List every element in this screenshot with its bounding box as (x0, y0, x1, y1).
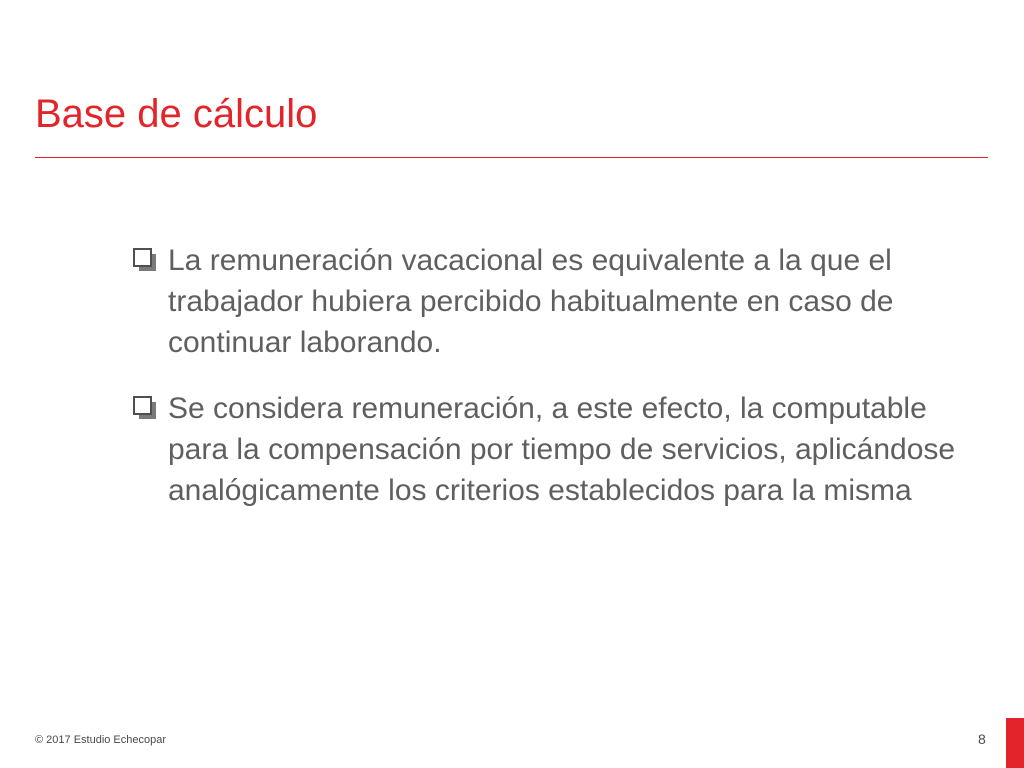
title-divider (35, 157, 988, 158)
corner-accent-bar (1006, 718, 1024, 768)
page-number: 8 (978, 731, 986, 747)
bullet-item (132, 388, 962, 511)
checkbox-icon (132, 247, 158, 273)
checkbox-icon (132, 395, 158, 421)
bullet-item (132, 240, 962, 363)
footer-copyright: © 2017 Estudio Echecopar (35, 734, 167, 746)
bullet-list (132, 240, 962, 511)
bullet-text: Se considera remuneración, a este efecto, la computable para la compensación por tiempo de servicios, aplicándose analógicamente los criterios establecidos para la misma (168, 392, 956, 507)
bullet-text: La remuneración vacacional es equivalente a la que el trabajador hubiera percibido habitualmente en caso de continuar laborando. (168, 244, 894, 359)
slide-title: Base de cálculo (35, 92, 318, 136)
